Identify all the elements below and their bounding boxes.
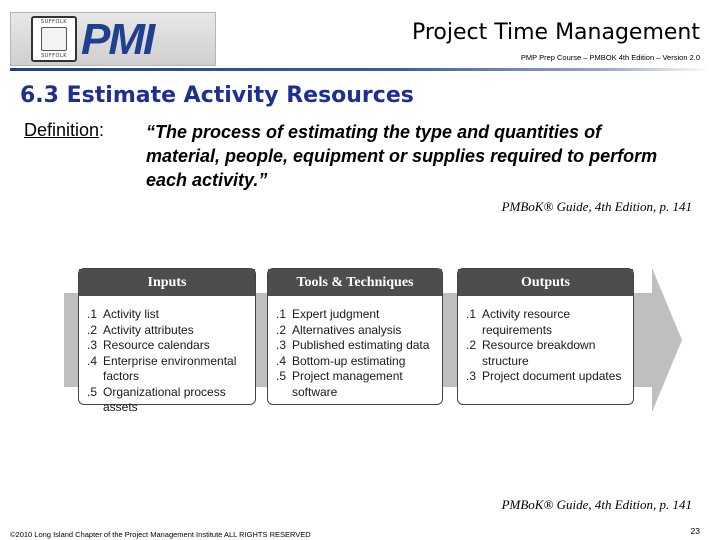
definition-label-colon: : [99,120,105,140]
item-text: Project management software [292,369,403,399]
list-item [87,338,251,354]
list-item [87,354,251,385]
item-number: .1 [87,307,98,321]
item-number: .1 [276,307,287,321]
list-item [276,323,438,339]
list-item [276,338,438,354]
tools-heading: Tools & Techniques [268,269,442,296]
list-item [466,307,629,338]
diagram-citation: PMBoK® Guide, 4th Edition, p. 141 [501,497,692,512]
header-divider [10,68,710,71]
item-text: Activity list [103,307,160,321]
item-number: .3 [466,369,477,383]
chapter-seal-icon [31,16,77,62]
item-text: Alternatives analysis [292,322,402,337]
footer-copyright: ©2010 Long Island Chapter of the Project Management Institute ALL RIGHTS RESERVED [10,530,311,539]
seal-emblem [41,27,67,51]
definition-text: “The process of estimating the type and quantities of material, people, equipment or supplies required to perform each activity.” [146,122,658,190]
flow-arrow-icon [652,268,682,412]
list-item [87,307,251,323]
header-title: Project Time Management [411,20,700,45]
outputs-box [457,268,634,405]
item-text: Expert judgment [292,307,380,321]
inputs-list [79,296,255,416]
item-number: .5 [276,369,287,383]
item-text: Activity attributes [103,322,194,337]
item-number: .2 [87,322,98,337]
list-item [87,323,251,339]
item-number: .3 [276,338,287,352]
item-text: Project document updates [482,369,622,383]
list-item [466,338,629,369]
pmi-logo: PMI [81,15,154,64]
inputs-box [78,268,256,414]
definition-citation: PMBoK® Guide, 4th Edition, p. 141 [501,199,692,214]
item-number: .4 [87,353,98,368]
item-number: .2 [276,322,287,337]
definition-label-text: Definition [24,120,100,140]
inputs-heading: Inputs [79,269,255,296]
tools-list [268,296,442,400]
item-text: Published estimating data [292,338,430,352]
item-number: .1 [466,307,477,321]
item-number: .5 [87,384,98,399]
outputs-list [458,296,633,385]
item-text: Bottom-up estimating [292,353,406,368]
page-number: 23 [690,526,700,536]
item-number: .3 [87,338,98,352]
section-title: 6.3 Estimate Activity Resources [20,83,414,108]
itto-diagram [64,266,684,414]
list-item [276,354,438,370]
item-text: Organizational process assets [103,384,226,414]
header-subtitle: PMP Prep Course – PMBOK 4th Edition – Version 2.0 [520,53,700,62]
seal-text-bottom: SUFFOLK [40,53,68,59]
list-item [276,307,438,323]
outputs-heading: Outputs [458,269,633,296]
item-text: Resource calendars [103,338,210,352]
seal-text-top: SUFFOLK [40,19,68,25]
item-number: .2 [466,338,477,352]
definition-label [24,120,104,141]
item-number: .4 [276,353,287,368]
list-item [276,369,438,400]
list-item [87,385,251,416]
list-item [466,369,629,385]
logo-area [10,12,216,66]
item-text: Enterprise environmental factors [103,353,237,383]
item-text: Activity resource requirements [482,307,571,337]
item-text: Resource breakdown structure [482,338,596,368]
tools-box [267,268,443,405]
